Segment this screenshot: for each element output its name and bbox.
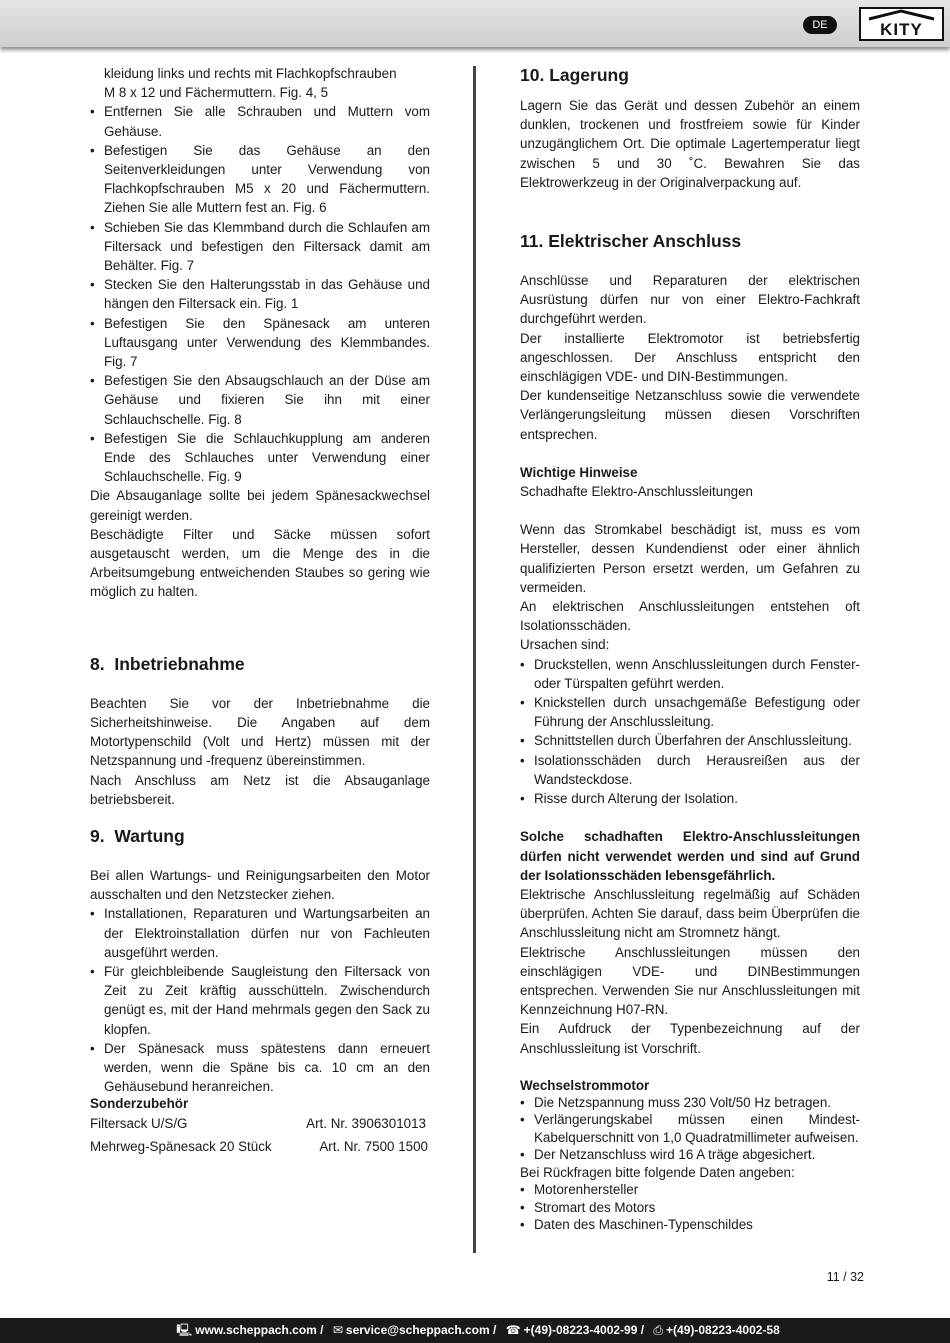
page-number: 11 / 32 — [826, 1270, 864, 1284]
warning-text: Solche schadhaften Elektro-Anschlussleitungen dürfen nicht verwendet werden und sind auf Grund der Isolationsschäden lebensgefährlich. — [520, 829, 860, 883]
subheading: Wichtige Hinweise — [520, 464, 638, 480]
list-item: • Stromart des Motors — [520, 1199, 860, 1217]
column-divider — [473, 66, 476, 1253]
paragraph: Beschädigte Filter und Säcke müssen sofort ausgetauscht werden, um die Menge des in die Arbeitsumgebung entweichenden Staubes so gering wie möglich zu halten. — [90, 526, 430, 600]
continued-line: kleidung links und rechts mit Flachkopfschrauben — [104, 66, 397, 81]
paragraph: Ein Aufdruck der Typenbezeichnung auf der Anschlussleitung ist Vorschrift. — [520, 1021, 860, 1056]
list-item: • Für gleichbleibende Saugleistung den Filtersack von Zeit zu Zeit kräftig ausschütteln. Zwischendurch genügt es, mit der Hand mehrmals gegen den Sack zu klopfen. — [90, 962, 430, 1039]
list-item: • Stecken Sie den Halterungsstab in das Gehäuse und hängen den Filtersack ein. Fig. 1 — [90, 275, 430, 313]
list-item: • Der Netzanschluss wird 16 A träge abgesichert. — [520, 1146, 860, 1164]
footer-email[interactable]: service@scheppach.com / — [345, 1323, 497, 1337]
list-item: • Risse durch Alterung der Isolation. — [520, 789, 860, 808]
brand-logo — [859, 7, 944, 41]
continued-line: M 8 x 12 und Fächermuttern. Fig. 4, 5 — [104, 85, 329, 101]
section-number: 9. — [90, 825, 105, 846]
list-item: • Schnittstellen durch Überfahren der Anschlussleitung. — [520, 731, 860, 750]
phone-icon: ☎ — [505, 1323, 521, 1337]
list-item: • Der Spänesack muss spätestens dann erneuert werden, wenn die Späne bis ca. 10 cm an den Gehäusebund heranreichen. — [90, 1039, 430, 1097]
footer-fax: +(49)-08223-4002-58 — [666, 1323, 780, 1337]
subheading: Wechselstrommotor — [520, 1077, 650, 1093]
paragraph: Elektrische Anschlussleitung regelmäßig auf Schäden überprüfen. Achten Sie darauf, dass beim Überprüfen die Anschlussleitung nicht am Stromnetz hängt. — [520, 886, 860, 941]
language-badge: DE — [803, 16, 837, 34]
section-heading — [90, 825, 430, 847]
list-item: • Befestigen Sie den Spänesack am unteren Luftausgang unter Verwendung des Klemmbandes. Fig. 7 — [90, 314, 430, 372]
paragraph: Elektrische Anschlussleitungen müssen den einschlägigen VDE- und DINBestimmungen entsprechen. Verwenden Sie nur Anschlussleitungen mit Kennzeichnung H07-RN. — [520, 944, 860, 1018]
list-item: • Befestigen Sie den Absaugschlauch an der Düse am Gehäuse und fixieren Sie ihn mit einer Schlauchschelle. Fig. 8 — [90, 371, 430, 429]
paragraph: Der kundenseitige Netzanschluss sowie die verwendete Verlängerungsleitung müssen diesen Vorschriften entsprechen. — [520, 388, 860, 442]
paragraph: Anschlüsse und Reparaturen der elektrischen Ausrüstung dürfen nur von einer Elektro-Fachkraft durchgeführt werden. — [520, 273, 860, 327]
paragraph: Bei Rückfragen bitte folgende Daten angeben: — [520, 1164, 795, 1180]
accessory-name: Filtersack U/S/G — [90, 1116, 188, 1132]
accessory-row — [90, 1137, 430, 1156]
footer-website[interactable]: www.scheppach.com / — [195, 1323, 324, 1337]
accessory-art-number: Art. Nr. 7500 1500 — [319, 1138, 428, 1154]
list-item: • Knickstellen durch unsachgemäße Befestigung oder Führung der Anschlussleitung. — [520, 693, 860, 731]
footer-bar — [0, 1318, 950, 1343]
list-item: • Befestigen Sie die Schlauchkupplung am anderen Ende des Schlauches unter Verwendung einer Schlauchschelle. Fig. 9 — [90, 429, 430, 487]
section-title: Wartung — [114, 825, 185, 846]
footer-phone: +(49)-08223-4002-99 / — [523, 1323, 645, 1337]
paragraph: Nach Anschluss am Netz ist die Absauganlage betriebsbereit. — [90, 772, 430, 807]
left-column — [90, 64, 430, 1156]
list-item: • Befestigen Sie das Gehäuse an den Seitenverkleidungen unter Verwendung von Flachkopfschrauben M5 x 20 und Fächermuttern. Ziehen Sie alle Muttern fest an. Fig. 6 — [90, 141, 430, 218]
list-item: • Daten des Maschinen-Typenschildes — [520, 1216, 860, 1234]
mail-icon: ✉ — [332, 1323, 343, 1337]
list-item: • Motorenhersteller — [520, 1181, 860, 1199]
logo-text: KITY — [880, 20, 923, 39]
paragraph: Lagern Sie das Gerät und dessen Zubehör an einem dunklen, trockenen und frostfreiem sowie für Kinder unzugänglichem Ort. Die optimale Lagertemperatur liegt zwischen 5 und 30 ˚C. Bewahren Sie das Elektrowerkzeug in der Originalverpackung auf. — [520, 98, 860, 190]
list-item: • Die Netzspannung muss 230 Volt/50 Hz betragen. — [520, 1094, 860, 1112]
section-number: 8. — [90, 653, 105, 674]
data-list — [520, 1181, 860, 1234]
fax-icon: ⎙ — [653, 1323, 664, 1337]
accessory-art-number: Art. Nr. 3906301013 — [306, 1116, 426, 1132]
accessory-title: Sonderzubehör — [90, 1096, 189, 1112]
section-heading: 11. Elektrischer Anschluss — [520, 231, 742, 252]
accessory-row — [90, 1114, 430, 1133]
list-item: • Isolationsschäden durch Herausreißen aus der Wandsteckdose. — [520, 751, 860, 789]
list-item: • Schieben Sie das Klemmband durch die Schlaufen am Filtersack und befestigen den Filtersack damit am Behälter. Fig. 7 — [90, 218, 430, 276]
list-item: • Entfernen Sie alle Schrauben und Muttern vom Gehäuse. — [90, 102, 430, 140]
section-title: Inbetriebnahme — [114, 653, 245, 674]
paragraph: Ursachen sind: — [520, 637, 610, 653]
paragraph: Schadhafte Elektro-Anschlussleitungen — [520, 484, 753, 500]
assembly-list — [90, 102, 430, 486]
list-item: • Verlängerungskabel müssen einen Mindest-Kabelquerschnitt von 1,0 Quadratmillimeter aufweisen. — [520, 1111, 860, 1146]
paragraph: Wenn das Stromkabel beschädigt ist, muss es vom Hersteller, dessen Kundendienst oder einer ähnlich qualifizierten Person ersetzt werden, um Gefahren zu vermeiden. — [520, 522, 860, 595]
paragraph: Bei allen Wartungs- und Reinigungsarbeiten den Motor ausschalten und den Netzstecker ziehen. — [90, 867, 430, 903]
paragraph: Die Absauganlage sollte bei jedem Spänesackwechsel gereinigt werden. — [90, 488, 430, 523]
motor-list — [520, 1094, 860, 1164]
computer-icon: 🖳 — [176, 1323, 193, 1337]
paragraph: Beachten Sie vor der Inbetriebnahme die Sicherheitshinweise. Die Angaben auf dem Motortypenschild (Volt und Hertz) müssen mit der Netzspannung und -frequenz übereinstimmen. — [90, 695, 430, 769]
section-heading: 10. Lagerung — [520, 65, 629, 85]
right-column — [520, 64, 860, 1234]
list-item: • Installationen, Reparaturen und Wartungsarbeiten an der Elektroinstallation dürfen nur von Fachleuten ausgeführt werden. — [90, 904, 430, 962]
causes-list — [520, 655, 860, 809]
paragraph: Der installierte Elektromotor ist betriebsfertig angeschlossen. Der Anschluss entspricht den einschlägigen VDE- und DIN-Bestimmungen. — [520, 330, 860, 385]
maintenance-list — [90, 904, 430, 1096]
header-bar — [0, 0, 950, 47]
section-heading — [90, 653, 430, 675]
accessory-name: Mehrweg-Spänesack 20 Stück — [90, 1138, 272, 1154]
list-item: • Druckstellen, wenn Anschlussleitungen durch Fenster- oder Türspalten geführt werden. — [520, 655, 860, 693]
paragraph: An elektrischen Anschlussleitungen entstehen oft Isolationsschäden. — [520, 599, 860, 634]
